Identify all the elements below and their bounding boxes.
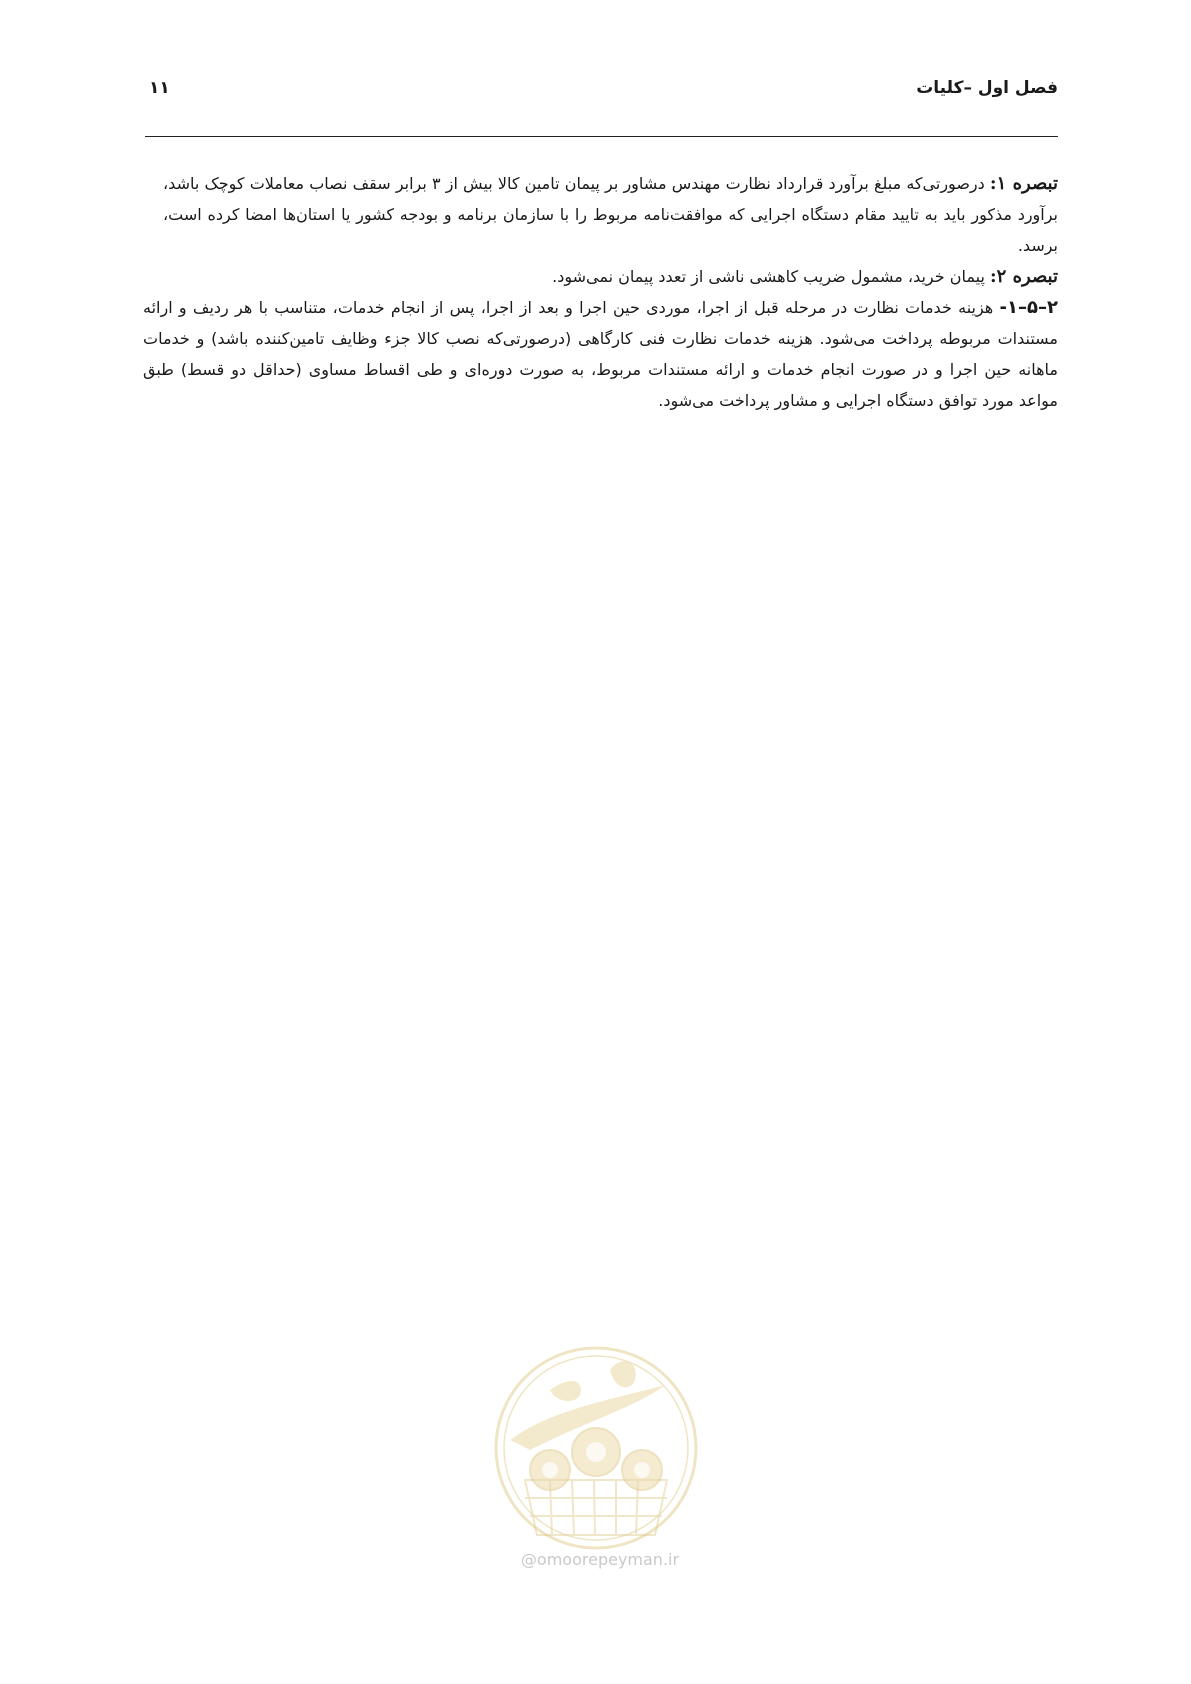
watermark-url bbox=[500, 1550, 700, 1569]
watermark-logo bbox=[490, 1330, 702, 1580]
watermark-url-text: omoorepeyman.ir bbox=[536, 1550, 680, 1569]
page-number: ۱۱ bbox=[149, 78, 170, 98]
note-1-label: تبصره ۱: bbox=[989, 173, 1058, 194]
at-icon: @ bbox=[520, 1550, 537, 1569]
section-number: ۲–۵–۱- bbox=[999, 297, 1058, 318]
note-2-text: پیمان خرید، مشمول ضریب کاهشی ناشی از تعدد پیمان نمی‌شود. bbox=[552, 267, 990, 286]
note-1 bbox=[163, 168, 1058, 261]
page-header bbox=[145, 78, 1058, 108]
section-2-5-1 bbox=[143, 292, 1058, 416]
note-2-label: تبصره ۲: bbox=[989, 266, 1058, 287]
chapter-title: فصل اول –کلیات bbox=[916, 78, 1058, 98]
note-1-text: درصورتی‌که مبلغ برآورد قرارداد نظارت مهندس مشاور بر پیمان تامین کالا بیش از ۳ برابر سقف نصاب معاملات کوچک باشد، برآورد مذکور باید به تایید مقام دستگاه اجرایی که موافقت‌نامه مربوط را با سازمان برنامه و بودجه کشور یا استان‌ها امضا کرده است، برسد. bbox=[163, 174, 1058, 255]
note-2 bbox=[163, 261, 1058, 292]
header-divider bbox=[145, 136, 1058, 137]
section-text: هزینه خدمات نظارت در مرحله قبل از اجرا، موردی حین اجرا و بعد از اجرا، پس از انجام خدمات، متناسب با هر ردیف و ارائه مستندات مربوطه پرداخت می‌شود. هزینه خدمات نظارت فنی کارگاهی (درصورتی‌که نصب کالا جزء وظایف تامین‌کننده باشد) و خدمات ماهانه حین اجرا و در صورت انجام خدمات و ارائه مستندات مربوط، به صورت دوره‌ای و طی اقساط مساوی (حداقل دو قسط) طبق مواعد مورد توافق دستگاه اجرایی و مشاور پرداخت می‌شود. bbox=[143, 298, 1058, 410]
body-content bbox=[143, 168, 1058, 416]
